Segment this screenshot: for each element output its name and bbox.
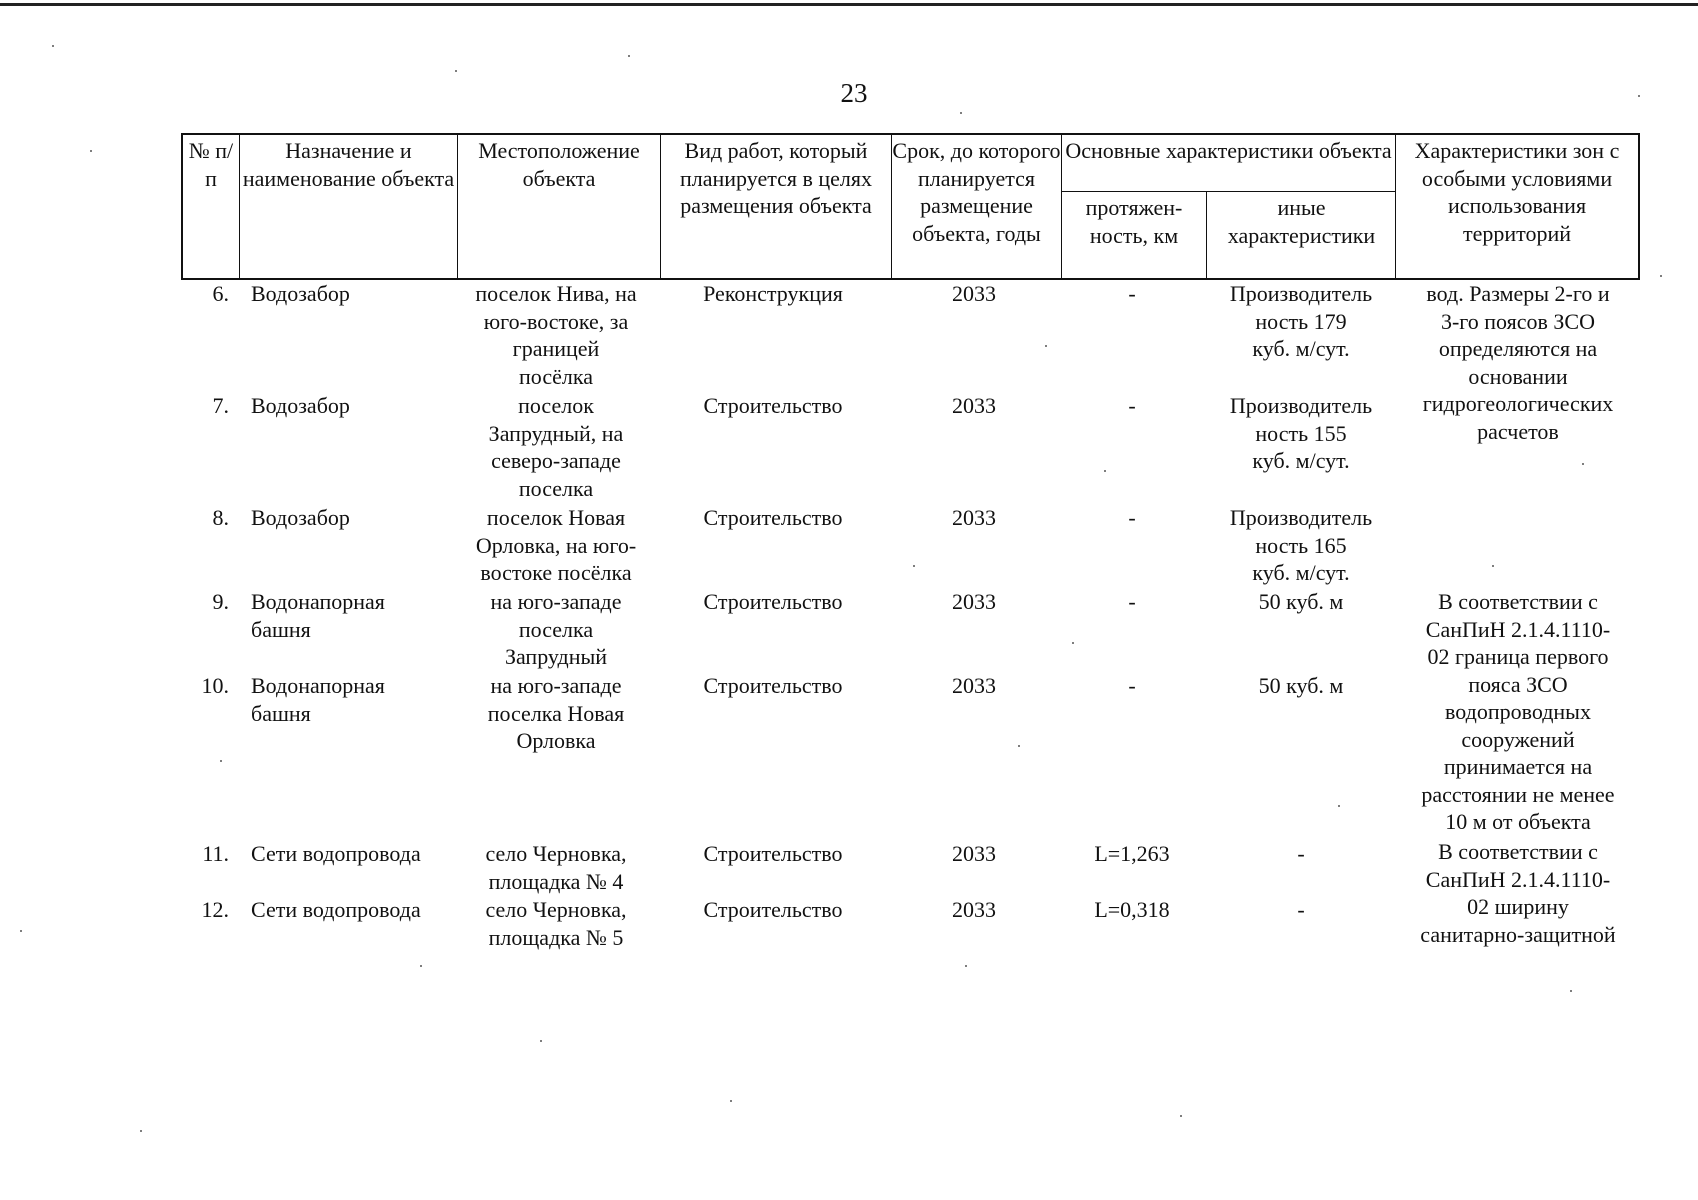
row-name: Водонапорная башня <box>251 673 385 726</box>
row-length: - <box>1128 393 1136 418</box>
scan-speck <box>965 965 967 967</box>
scan-speck <box>1104 470 1106 472</box>
scan-speck <box>628 55 630 57</box>
row-length: - <box>1128 589 1136 614</box>
top-border-line <box>0 3 1698 6</box>
row-work-type: Строительство <box>703 841 843 866</box>
header-col-location: Местоположение объекта <box>458 135 661 278</box>
zones-text: вод. Размеры 2-го и 3-го поясов ЗСО определяются на основании гидрогеологических расчетов <box>1422 281 1614 444</box>
header-col-name: Назначение и наименование объекта <box>240 135 458 278</box>
row-term: 2033 <box>952 897 996 922</box>
row-work-type: Строительство <box>703 673 843 698</box>
row-name: Водозабор <box>251 505 350 530</box>
row-work-type: Реконструкция <box>703 281 843 306</box>
scan-speck <box>420 965 422 967</box>
row-other: 50 куб. м <box>1258 673 1344 698</box>
scan-speck <box>1180 1115 1182 1117</box>
row-name: Водозабор <box>251 393 350 418</box>
header-col-work-type: Вид работ, который планируется в целях размещения объекта <box>661 135 892 278</box>
row-location: село Черновка, площадка № 4 <box>485 841 627 894</box>
row-other: Производитель ность 155 куб. м/сут. <box>1229 393 1373 473</box>
scan-speck <box>1045 345 1047 347</box>
row-other: Производитель ность 165 куб. м/сут. <box>1229 505 1373 585</box>
row-work-type: Строительство <box>703 589 843 614</box>
table-header <box>181 133 1640 280</box>
row-location: поселок Нива, на юго-востоке, за границей посёлка <box>475 281 637 389</box>
row-location: на юго-западе поселка Запрудный <box>490 589 622 669</box>
scan-speck <box>1582 463 1584 465</box>
row-term: 2033 <box>952 673 996 698</box>
row-other: 50 куб. м <box>1258 589 1344 614</box>
row-length: - <box>1128 673 1136 698</box>
scan-speck <box>1072 642 1074 644</box>
header-col-term: Срок, до которого планируется размещение объекта, годы <box>892 135 1062 278</box>
row-term: 2033 <box>952 841 996 866</box>
row-name: Водонапорная башня <box>251 589 385 642</box>
row-number: 6. <box>212 281 229 306</box>
scan-speck <box>455 70 457 72</box>
row-term: 2033 <box>952 505 996 530</box>
scan-speck <box>52 45 54 47</box>
row-number: 7. <box>212 393 229 418</box>
row-length: - <box>1128 281 1136 306</box>
row-other: - <box>1297 841 1305 866</box>
header-col-zones: Характеристики зон с особыми условиями использования территорий <box>1414 138 1620 246</box>
scan-speck <box>540 1040 542 1042</box>
row-length: L=1,263 <box>1094 841 1170 866</box>
scan-speck <box>90 150 92 152</box>
page-number: 23 <box>840 78 868 108</box>
scan-speck <box>1660 275 1662 277</box>
row-other: Производитель ность 179 куб. м/сут. <box>1229 281 1373 361</box>
row-location: поселок Запрудный, на северо-западе поселка <box>488 393 624 501</box>
row-term: 2033 <box>952 393 996 418</box>
scan-speck <box>730 1100 732 1102</box>
row-name: Сети водопровода <box>251 897 421 922</box>
header-col-other: иные характеристики <box>1227 195 1376 248</box>
scan-speck <box>1492 565 1494 567</box>
header-col-main-characteristics <box>1062 135 1396 278</box>
header-col-length: протяжен- ность, км <box>1062 192 1207 280</box>
row-work-type: Строительство <box>703 393 843 418</box>
scan-speck <box>1570 990 1572 992</box>
scan-speck <box>960 112 962 114</box>
scan-speck <box>20 930 22 932</box>
row-number: 9. <box>212 589 229 614</box>
row-name: Сети водопровода <box>251 841 421 866</box>
zones-text: В соответствии с СанПиН 2.1.4.1110- 02 ширину санитарно-защитной <box>1420 839 1616 947</box>
row-work-type: Строительство <box>703 897 843 922</box>
row-term: 2033 <box>952 589 996 614</box>
row-work-type: Строительство <box>703 505 843 530</box>
zones-text: В соответствии с СанПиН 2.1.4.1110- 02 граница первого пояса ЗСО водопроводных сооружений принимается на расстоянии не менее 10 м от объекта <box>1421 589 1615 834</box>
row-location: на юго-западе поселка Новая Орловка <box>487 673 625 753</box>
row-number: 11. <box>202 841 229 866</box>
row-number: 10. <box>201 673 229 698</box>
row-length: - <box>1128 505 1136 530</box>
row-location: село Черновка, площадка № 5 <box>485 897 627 950</box>
row-number: 12. <box>201 897 229 922</box>
scan-speck <box>1338 805 1340 807</box>
row-location: поселок Новая Орловка, на юго- востоке посёлка <box>475 505 637 585</box>
scan-speck <box>913 565 915 567</box>
scan-speck <box>140 1130 142 1132</box>
row-number: 8. <box>212 505 229 530</box>
header-main-characteristics-title: Основные характеристики объекта <box>1062 135 1395 192</box>
scan-speck <box>1638 95 1640 97</box>
row-other: - <box>1297 897 1305 922</box>
scan-speck <box>220 760 222 762</box>
row-term: 2033 <box>952 281 996 306</box>
scan-speck <box>1018 745 1020 747</box>
row-length: L=0,318 <box>1094 897 1170 922</box>
header-col-number: № п/п <box>183 135 240 278</box>
row-name: Водозабор <box>251 281 350 306</box>
